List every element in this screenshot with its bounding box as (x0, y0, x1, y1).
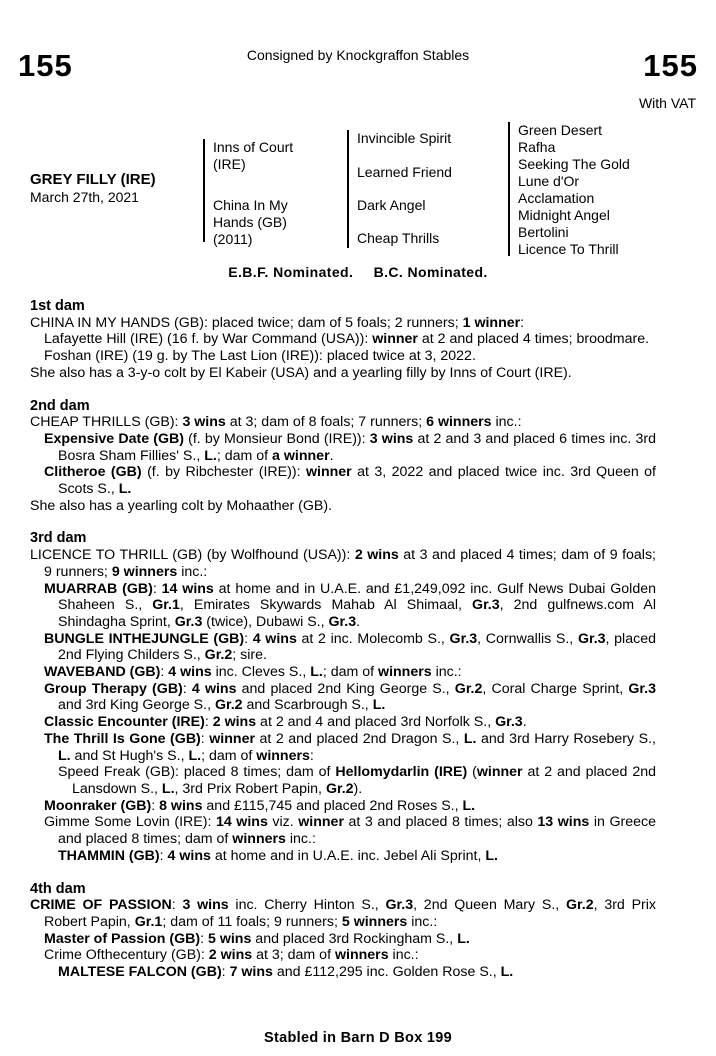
text-segment: ; dam of (201, 747, 257, 764)
text-segment: Crime Ofthecentury (GB): (44, 947, 209, 964)
text-segment: and £112,295 inc. Golden Rose S., (272, 964, 501, 981)
bold-segment: 7 wins (229, 964, 273, 981)
pedigree-bracket-3 (508, 122, 510, 256)
lot-number-right: 155 (643, 48, 698, 83)
bold-segment: 9 winners (111, 563, 178, 580)
text-segment: at 2 and 3 and placed 6 times inc. 3rd Bosra Sham Fillies' S., (58, 430, 656, 464)
bold-segment: 1 winner (462, 314, 521, 331)
text-segment: (twice), Dubawi S., (202, 613, 329, 630)
bold-segment: a winner (272, 447, 330, 464)
text-segment: . (522, 714, 527, 731)
bold-segment: L. (372, 697, 386, 714)
note-entry: She also has a yearling colt by Mohaather (GB). (30, 497, 333, 514)
text-segment: inc. Cherry Hinton S., (228, 897, 386, 914)
bold-segment: 14 wins (161, 580, 214, 597)
produce-entry (44, 681, 656, 714)
bold-segment: 14 wins (215, 814, 268, 831)
produce-entry (44, 431, 656, 464)
text-segment: . (329, 447, 334, 464)
text-segment: viz. (267, 814, 299, 831)
text-segment: inc. Cleves S., (211, 664, 311, 681)
text-segment: and placed 3rd Rockingham S., (251, 930, 458, 947)
text-segment: , Emirates Skywards Mahab Al Shimaal, (179, 597, 473, 614)
produce-entry (44, 731, 656, 764)
text-segment: at 3, 2022 and placed twice inc. 3rd Queen of Scots S., (58, 464, 656, 498)
sire: Inns of Court (IRE) (213, 139, 294, 172)
bold-segment: Gr.1 (134, 913, 163, 930)
bold-segment: Gr.3 (385, 897, 414, 914)
text-segment: ; dam of (216, 447, 273, 464)
produce-entry (44, 464, 656, 497)
text-segment: LICENCE TO THRILL (GB) (by Wolfhound (USA)): (30, 547, 355, 564)
dam-dam: Cheap Thrills (357, 230, 440, 246)
bold-segment: 4 wins (167, 847, 211, 864)
text-segment: Lafayette Hill (IRE) (16 f. by War Command (USA)): (44, 331, 373, 348)
bold-segment: L. (118, 481, 132, 498)
consignor: Consigned by Knockgraffon Stables (246, 47, 470, 63)
stabled-location: Stabled in Barn D Box 199 (264, 1030, 452, 1046)
text-segment: and 3rd King George S., (58, 697, 215, 714)
text-segment: Gimme Some Lovin (IRE): (44, 814, 216, 831)
bold-segment: winner (305, 464, 352, 481)
bold-segment: 3 wins (369, 430, 414, 447)
bold-segment: MUARRAB (GB) (44, 580, 153, 597)
text-segment: : (152, 580, 162, 597)
bold-segment: Master of Passion (GB) (44, 930, 201, 947)
text-segment: and placed 2nd King George S., (236, 680, 455, 697)
text-segment: at 2 and placed 2nd Lansdown S., (72, 764, 656, 797)
catalogue-page (30, 298, 656, 997)
bold-segment: 4 wins (252, 630, 297, 647)
text-segment: CHINA IN MY HANDS (GB): placed twice; dam of 5 foals; 2 runners; (30, 314, 463, 331)
bold-segment: L. (500, 964, 514, 981)
text-segment: : (200, 730, 210, 747)
bold-segment: Gr.3 (577, 630, 606, 647)
sire-dam: Learned Friend (357, 164, 452, 180)
bold-segment: winner (476, 764, 523, 781)
bold-segment: winner (209, 730, 255, 747)
bold-segment: L. (58, 747, 71, 764)
bold-segment: Expensive Date (GB) (44, 430, 184, 447)
produce-entry (44, 947, 656, 964)
text-segment: inc.: (388, 947, 419, 964)
text-segment: ; dam of (322, 664, 379, 681)
bold-segment: Gr.2 (204, 647, 233, 664)
bold-segment: THAMMIN (GB) (58, 847, 160, 864)
text-segment: : (200, 930, 208, 947)
text-segment: : (309, 747, 314, 764)
bold-segment: winners (256, 747, 310, 764)
nominations (0, 264, 716, 280)
bold-segment: Hellomydarlin (IRE) (335, 764, 468, 781)
text-segment: and St Hugh's S., (70, 747, 189, 764)
pedigree-bracket-2 (347, 130, 349, 248)
text-segment: at 2 and placed 4 times; broodmare. (417, 331, 650, 348)
bold-segment: Gr.2 (454, 680, 483, 697)
text-segment: (f. by Monsieur Bond (IRE)): (183, 430, 370, 447)
bold-segment: 13 wins (537, 814, 590, 831)
pedigree-bracket-1 (203, 139, 205, 242)
bold-segment: 6 winners (426, 414, 492, 431)
produce-entry (44, 814, 656, 847)
text-segment: at home and in U.A.E. and £1,249,092 inc. Gulf News Dubai Golden Shaheen S., (58, 580, 657, 614)
bold-segment: Gr.3 (174, 613, 203, 630)
section-heading: 4th dam (30, 880, 86, 897)
produce-entry (44, 631, 656, 664)
text-segment: , 3rd Prix Robert Papin, (174, 780, 326, 797)
text-segment: : (244, 630, 253, 647)
produce-entry (58, 848, 656, 865)
bold-segment: Gr.2 (566, 897, 594, 914)
text-segment: CHEAP THRILLS (GB): (30, 414, 183, 431)
dam-entry (30, 315, 656, 332)
produce-entry (44, 798, 656, 815)
text-segment: inc.: (285, 831, 316, 848)
text-segment: : (520, 314, 525, 331)
text-segment: , Coral Charge Sprint, (482, 680, 629, 697)
text-segment: ). (353, 780, 363, 797)
text-segment: : (160, 664, 169, 681)
text-segment: ; sire. (232, 647, 267, 664)
text-segment: , 2nd gulfnews.com Al Shindagha Sprint, (58, 597, 656, 630)
text-segment: : (171, 897, 183, 914)
bold-segment: 4 wins (168, 664, 212, 681)
text-segment: in Greece and placed 8 times; dam of (58, 814, 656, 848)
bold-segment: Gr.3 (472, 597, 500, 614)
text-segment: inc.: (177, 563, 208, 580)
third-generation: Green Desert Rafha Seeking The Gold Lune d'Or Acclamation Midnight Angel Bertolini Licence To Thrill (518, 122, 630, 257)
text-segment: at 3 and placed 4 times; dam of 9 foals; 9 runners; (44, 547, 656, 580)
bold-segment: 3 wins (182, 414, 226, 431)
bold-segment: winner (298, 814, 344, 831)
text-segment: Speed Freak (GB): placed 8 times; dam of (58, 764, 336, 781)
bold-segment: BUNGLE INTHEJUNGLE (GB) (44, 630, 245, 647)
section-heading: 2nd dam (30, 397, 90, 414)
bold-segment: winners (334, 947, 389, 964)
text-segment: : (182, 680, 192, 697)
bold-segment: Clitheroe (GB) (44, 464, 142, 481)
section-heading: 3rd dam (30, 530, 87, 547)
produce-entry (44, 714, 656, 731)
text-segment: at 2 inc. Molecomb S., (296, 630, 450, 647)
bc-nomination: B.C. Nominated. (373, 264, 488, 280)
fourth-dam-section (30, 881, 656, 981)
text-segment: inc.: (407, 913, 438, 930)
text-segment: : (159, 847, 168, 864)
text-segment: : (204, 714, 213, 731)
text-segment: . (356, 613, 361, 630)
bold-segment: Gr.1 (152, 597, 180, 614)
bold-segment: L. (188, 747, 202, 764)
bold-segment: L. (161, 780, 175, 797)
note-entry: She also has a 3-y-o colt by El Kabeir (USA) and a yearling filly by Inns of Court (IRE). (30, 364, 572, 381)
text-segment: at 2 and placed 2nd Dragon S., (255, 730, 464, 747)
bold-segment: winners (232, 831, 286, 848)
produce-entry (44, 581, 656, 631)
text-segment: : (151, 797, 160, 814)
text-segment: and Scarbrough S., (242, 697, 373, 714)
text-segment: inc.: (491, 414, 522, 431)
dam-entry (30, 897, 656, 930)
bold-segment: L. (457, 930, 470, 947)
bold-segment: 5 wins (207, 930, 252, 947)
sire-sire: Invincible Spirit (357, 130, 452, 146)
text-segment: ( (467, 764, 477, 781)
bold-segment: L. (204, 447, 217, 464)
text-segment: at 2 and 4 and placed 3rd Norfolk S., (256, 714, 496, 731)
bold-segment: Gr.3 (495, 714, 523, 731)
ebf-nomination: E.B.F. Nominated. (228, 264, 354, 280)
bold-segment: The Thrill Is Gone (GB) (44, 730, 201, 747)
bold-segment: L. (462, 797, 476, 814)
first-dam-section (30, 298, 656, 382)
text-segment: , 3rd Prix Robert Papin, (44, 897, 657, 930)
produce-entry (44, 931, 656, 948)
produce-entry: Foshan (IRE) (19 g. by The Last Lion (IRE)): placed twice at 3, 2022. (44, 348, 476, 365)
text-segment: , placed 2nd Flying Childers S., (58, 630, 656, 664)
dam-entry (30, 414, 656, 431)
bold-segment: Gr.2 (325, 780, 354, 797)
bold-segment: 2 wins (208, 947, 253, 964)
text-segment: ; dam of 11 foals; 9 runners; (162, 913, 342, 930)
bold-segment: 3 wins (182, 897, 229, 914)
bold-segment: Gr.3 (328, 613, 357, 630)
text-segment: inc.: (431, 664, 462, 681)
bold-segment: L. (463, 730, 477, 747)
dam-sire: Dark Angel (357, 197, 426, 213)
produce-entry (58, 764, 656, 797)
produce-entry (58, 964, 656, 981)
bold-segment: winner (372, 331, 418, 348)
bold-segment: 2 wins (212, 714, 257, 731)
bold-segment: Moonraker (GB) (44, 797, 152, 814)
text-segment: at 3; dam of (252, 947, 335, 964)
produce-entry (44, 331, 656, 348)
third-dam-section (30, 530, 656, 864)
text-segment: (f. by Ribchester (IRE)): (141, 464, 306, 481)
bold-segment: 5 winners (341, 913, 408, 930)
bold-segment: Gr.2 (214, 697, 243, 714)
text-segment: and £115,745 and placed 2nd Roses S., (202, 797, 463, 814)
text-segment: and 3rd Harry Rosebery S., (476, 730, 656, 747)
bold-segment: Group Therapy (GB) (44, 680, 183, 697)
lot-number-left: 155 (18, 48, 73, 83)
bold-segment: Gr.3 (449, 630, 478, 647)
bold-segment: MALTESE FALCON (GB) (58, 964, 222, 981)
second-dam-section (30, 398, 656, 515)
bold-segment: 4 wins (191, 680, 237, 697)
dam: China In My Hands (GB) (2011) (213, 197, 288, 247)
text-segment: at 3; dam of 8 foals; 7 runners; (225, 414, 427, 431)
bold-segment: L. (485, 847, 498, 864)
dam-entry (30, 547, 656, 580)
text-segment: at home and in U.A.E. inc. Jebel Ali Sprint, (210, 847, 486, 864)
bold-segment: CRIME OF PASSION (30, 897, 172, 914)
produce-entry (44, 664, 656, 681)
vat-note: With VAT (638, 95, 696, 111)
text-segment: : (221, 964, 230, 981)
horse-name: GREY FILLY (IRE) (30, 171, 156, 188)
bold-segment: winners (378, 664, 432, 681)
bold-segment: L. (310, 664, 323, 681)
section-heading: 1st dam (30, 298, 85, 314)
bold-segment: WAVEBAND (GB) (44, 664, 161, 681)
text-segment: , 2nd Queen Mary S., (413, 897, 566, 914)
bold-segment: 8 wins (159, 797, 203, 814)
bold-segment: 2 wins (354, 547, 399, 564)
text-segment: , Cornwallis S., (477, 630, 578, 647)
bold-segment: Classic Encounter (IRE) (44, 714, 205, 731)
text-segment: at 3 and placed 8 times; also (343, 814, 538, 831)
bold-segment: Gr.3 (628, 680, 656, 697)
foaling-date: March 27th, 2021 (30, 189, 139, 205)
